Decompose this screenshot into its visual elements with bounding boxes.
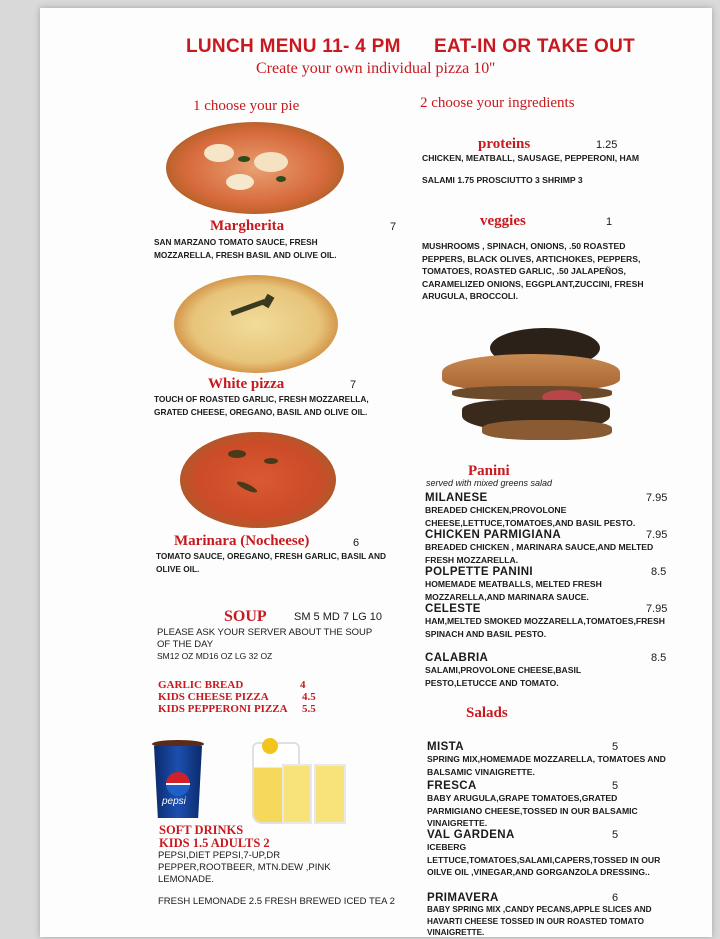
header-title-right: EAT-IN OR TAKE OUT [434,36,636,57]
salad-mista-price: 5 [612,741,619,753]
salad-fresca-desc: BABY ARUGULA,GRAPE TOMATOES,GRATED PARMIGIANO CHEESE,TOSSED IN OUR BALSAMIC VINAIGRETTE. [427,793,638,828]
header-subtitle: Create your own individual pizza 10'' [256,60,496,77]
pie-name-white: White pizza [208,376,285,392]
panini-calabria-name: CALABRIA [425,652,489,664]
marinara-pizza-image [180,432,336,528]
panini-milanese-price: 7.95 [646,492,668,504]
pepsi-logo-text: pepsi [162,796,186,807]
veggies-price: 1 [606,216,613,228]
salad-val-gardena-price: 5 [612,829,619,841]
soup-sizes: SM 5 MD 7 LG 10 [294,611,383,623]
salad-fresca-price: 5 [612,780,619,792]
veggies-title: veggies [480,213,526,229]
proteins-title: proteins [478,136,531,152]
salad-primavera-desc: BABY SPRING MIX ,CANDY PECANS,APPLE SLICES AND HAVARTI CHEESE TOSSED IN OUR ROASTED TOMATO VINAIGRETTE. [427,905,652,937]
panini-calabria-price: 8.5 [651,652,667,664]
pie-price-marinara: 6 [353,537,360,549]
panini-celeste-name: CELESTE [425,603,481,615]
pie-name-margherita: Margherita [210,218,285,234]
drinks-prices: KIDS 1.5 ADULTS 2 [159,836,270,850]
proteins-line1: CHICKEN, MEATBALL, SAUSAGE, PEPPERONI, HAM [422,153,640,163]
pie-price-white: 7 [350,379,357,391]
panini-title: Panini [468,463,510,479]
soup-oz: SM12 OZ MD16 OZ LG 32 OZ [157,651,273,661]
pie-desc-white: TOUCH OF ROASTED GARLIC, FRESH MOZZARELLA, GRATED CHEESE, OREGANO, BASIL AND OLIVE OIL. [154,394,369,417]
salad-val-gardena-desc: ICEBERG LETTUCE,TOMATOES,SALAMI,CAPERS,TOSSED IN OUR OILVE OIL ,VINEGAR,AND GORGANZOLA DRESSING.. [427,842,661,877]
panini-polpette-name: POLPETTE PANINI [425,566,534,578]
panini-celeste-desc: HAM,MELTED SMOKED MOZZARELLA,TOMATOES,FRESH SPINACH AND BASIL PESTO. [425,616,665,639]
drinks-title: SOFT DRINKS [159,823,244,837]
pepsi-cup-image [152,740,204,820]
panini-sandwich-image [442,328,622,444]
panini-polpette-desc: HOMEMADE MEATBALLS, MELTED FRESH MOZZARELLA,AND MARINARA SAUCE. [425,579,602,602]
salad-primavera-name: PRIMAVERA [427,892,499,904]
pie-desc-marinara: TOMATO SAUCE, OREGANO, FRESH GARLIC, BASIL AND OLIVE OIL. [156,551,387,574]
side-kids-pepperoni-price: 5.5 [302,703,316,715]
panini-parmigiana-name: CHICKEN PARMIGIANA [425,529,562,541]
side-garlic-bread: GARLIC BREAD [158,679,244,691]
panini-polpette-price: 8.5 [651,566,667,578]
salad-mista-desc: SPRING MIX,HOMEMADE MOZZARELLA, TOMATOES AND BALSAMIC VINAIGRETTE. [427,754,666,777]
panini-note: served with mixed greens salad [426,478,553,488]
drinks-list: PEPSI,DIET PEPSI,7-UP,DR PEPPER,ROOTBEER, MTN.DEW ,PINK LEMONADE. [158,850,331,885]
pie-desc-margherita: SAN MARZANO TOMATO SAUCE, FRESH MOZZARELLA, FRESH BASIL AND OLIVE OIL. [154,237,337,260]
panini-calabria-desc: SALAMI,PROVOLONE CHEESE,BASIL PESTO,LETUCCE AND TOMATO. [425,665,581,688]
proteins-price: 1.25 [596,139,618,151]
panini-celeste-price: 7.95 [646,603,668,615]
salad-mista-name: MISTA [427,741,464,753]
pie-price-margherita: 7 [390,221,397,233]
veggies-desc: MUSHROOMS , SPINACH, ONIONS, .50 ROASTED PEPPERS, BLACK OLIVES, ARTICHOKES, PEPPERS, TOMATOES, ROASTED GARLIC, .50 JALAPEÑOS, CARAMELIZED ONIONS, EGGPLANT,ZUCCINI, FRESH ARUGULA, BROCCOLI. [422,241,644,301]
step1-label: 1 choose your pie [193,98,300,114]
salad-val-gardena-name: VAL GARDENA [427,829,515,841]
salad-fresca-name: FRESCA [427,780,477,792]
step2-label: 2 choose your ingredients [420,95,575,111]
white-pizza-image [174,275,338,373]
pie-name-marinara: Marinara (Nocheese) [174,533,310,549]
side-kids-cheese-price: 4.5 [302,691,316,703]
side-kids-cheese: KIDS CHEESE PIZZA [158,691,269,703]
salad-primavera-price: 6 [612,892,619,904]
salads-title: Salads [466,705,508,721]
header-title-left: LUNCH MENU 11- 4 PM [186,36,401,57]
panini-milanese-name: MILANESE [425,492,488,504]
panini-parmigiana-desc: BREADED CHICKEN , MARINARA SAUCE,AND MELTED FRESH MOZZARELLA. [425,542,654,565]
panini-milanese-desc: BREADED CHICKEN,PROVOLONE CHEESE,LETTUCE,TOMATOES,AND BASIL PESTO. [425,505,636,528]
side-garlic-bread-price: 4 [300,679,306,691]
lemonade-pitcher-image [238,734,348,824]
soup-title: SOUP [224,608,267,625]
side-kids-pepperoni: KIDS PEPPERONI PIZZA [158,703,288,715]
margherita-pizza-image [166,122,344,214]
soup-desc: PLEASE ASK YOUR SERVER ABOUT THE SOUP OF THE DAY [157,627,373,650]
panini-parmigiana-price: 7.95 [646,529,668,541]
proteins-line2: SALAMI 1.75 PROSCIUTTO 3 SHRIMP 3 [422,175,583,185]
drinks-tea: FRESH LEMONADE 2.5 FRESH BREWED ICED TEA 2 [158,896,395,907]
